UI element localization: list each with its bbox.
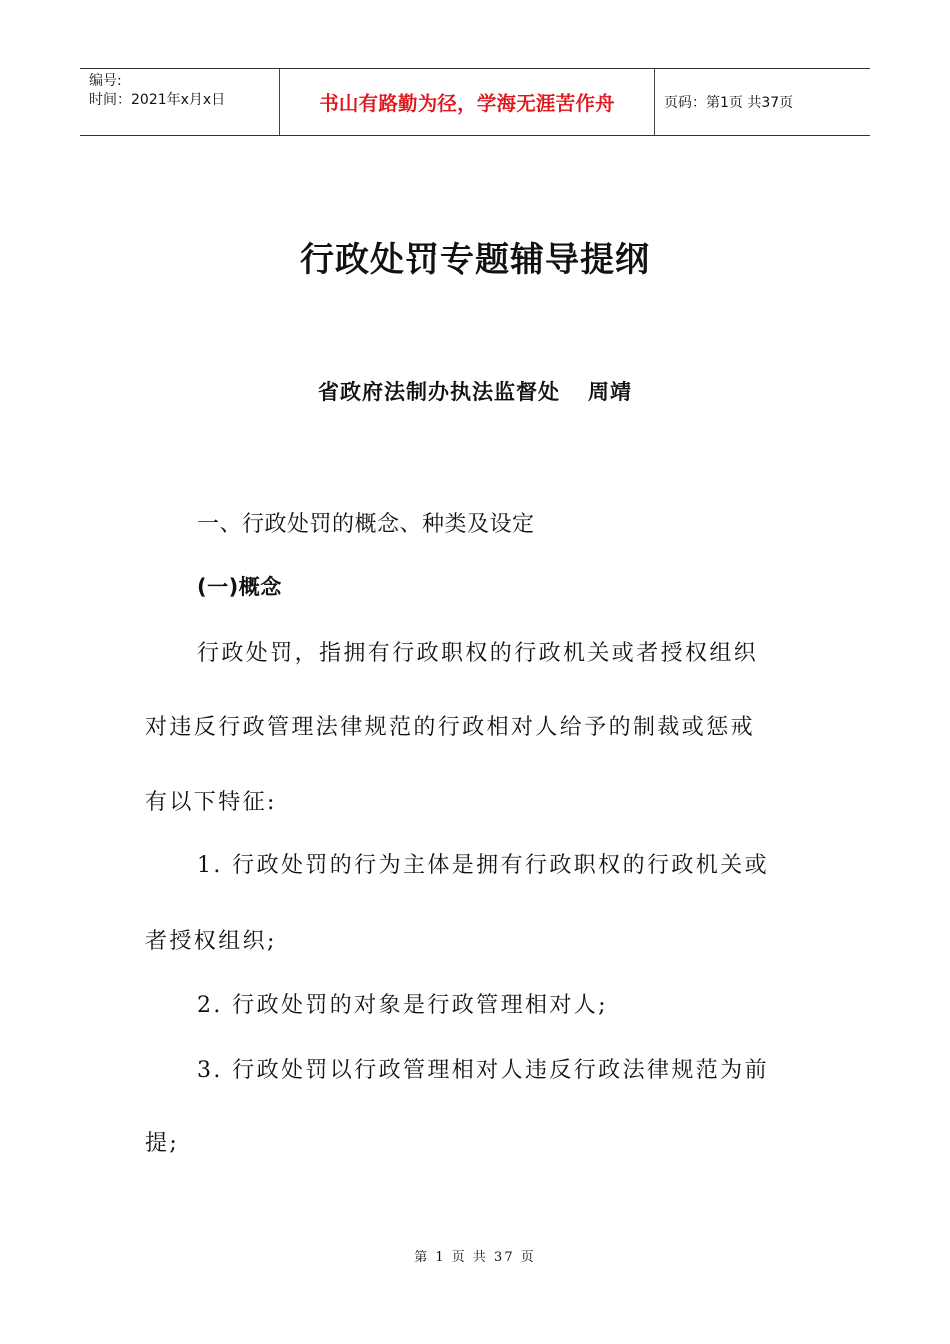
list-item-line: 者授权组织; <box>145 929 277 954</box>
list-item-line: 2. 行政处罚的对象是行政管理相对人; <box>197 993 608 1018</box>
header-motto: 书山有路勤为径，学海无涯苦作舟 <box>319 92 615 115</box>
page-footer: 第 1 页 共 37 页 <box>414 1250 536 1265</box>
doc-code-label: 编号: <box>89 73 122 89</box>
document-title: 行政处罚专题辅导提纲 <box>300 240 650 280</box>
header-motto-cell <box>280 69 655 135</box>
paragraph-line: 对违反行政管理法律规范的行政相对人给予的制裁或惩戒 <box>145 715 756 740</box>
list-item-line: 提; <box>145 1131 180 1156</box>
header-page-cell <box>655 69 870 135</box>
sub-heading: (一)概念 <box>197 575 282 599</box>
header-page-info: 页码：第1页 共37页 <box>664 95 794 111</box>
paragraph-line: 有以下特征: <box>145 790 277 815</box>
author-org: 省政府法制办执法监督处 <box>318 379 560 404</box>
paragraph-line: 行政处罚，指拥有行政职权的行政机关或者授权组织 <box>197 641 759 666</box>
section-heading: 一、行政处罚的概念、种类及设定 <box>197 512 535 537</box>
author-name: 周靖 <box>588 379 632 404</box>
header-meta-cell <box>80 69 280 135</box>
document-header <box>80 68 870 136</box>
list-item-line: 1. 行政处罚的行为主体是拥有行政职权的行政机关或 <box>197 853 769 878</box>
list-item-line: 3. 行政处罚以行政管理相对人违反行政法律规范为前 <box>197 1058 769 1083</box>
author-line <box>0 376 950 406</box>
doc-time-label: 时间：2021年x月x日 <box>89 92 226 108</box>
